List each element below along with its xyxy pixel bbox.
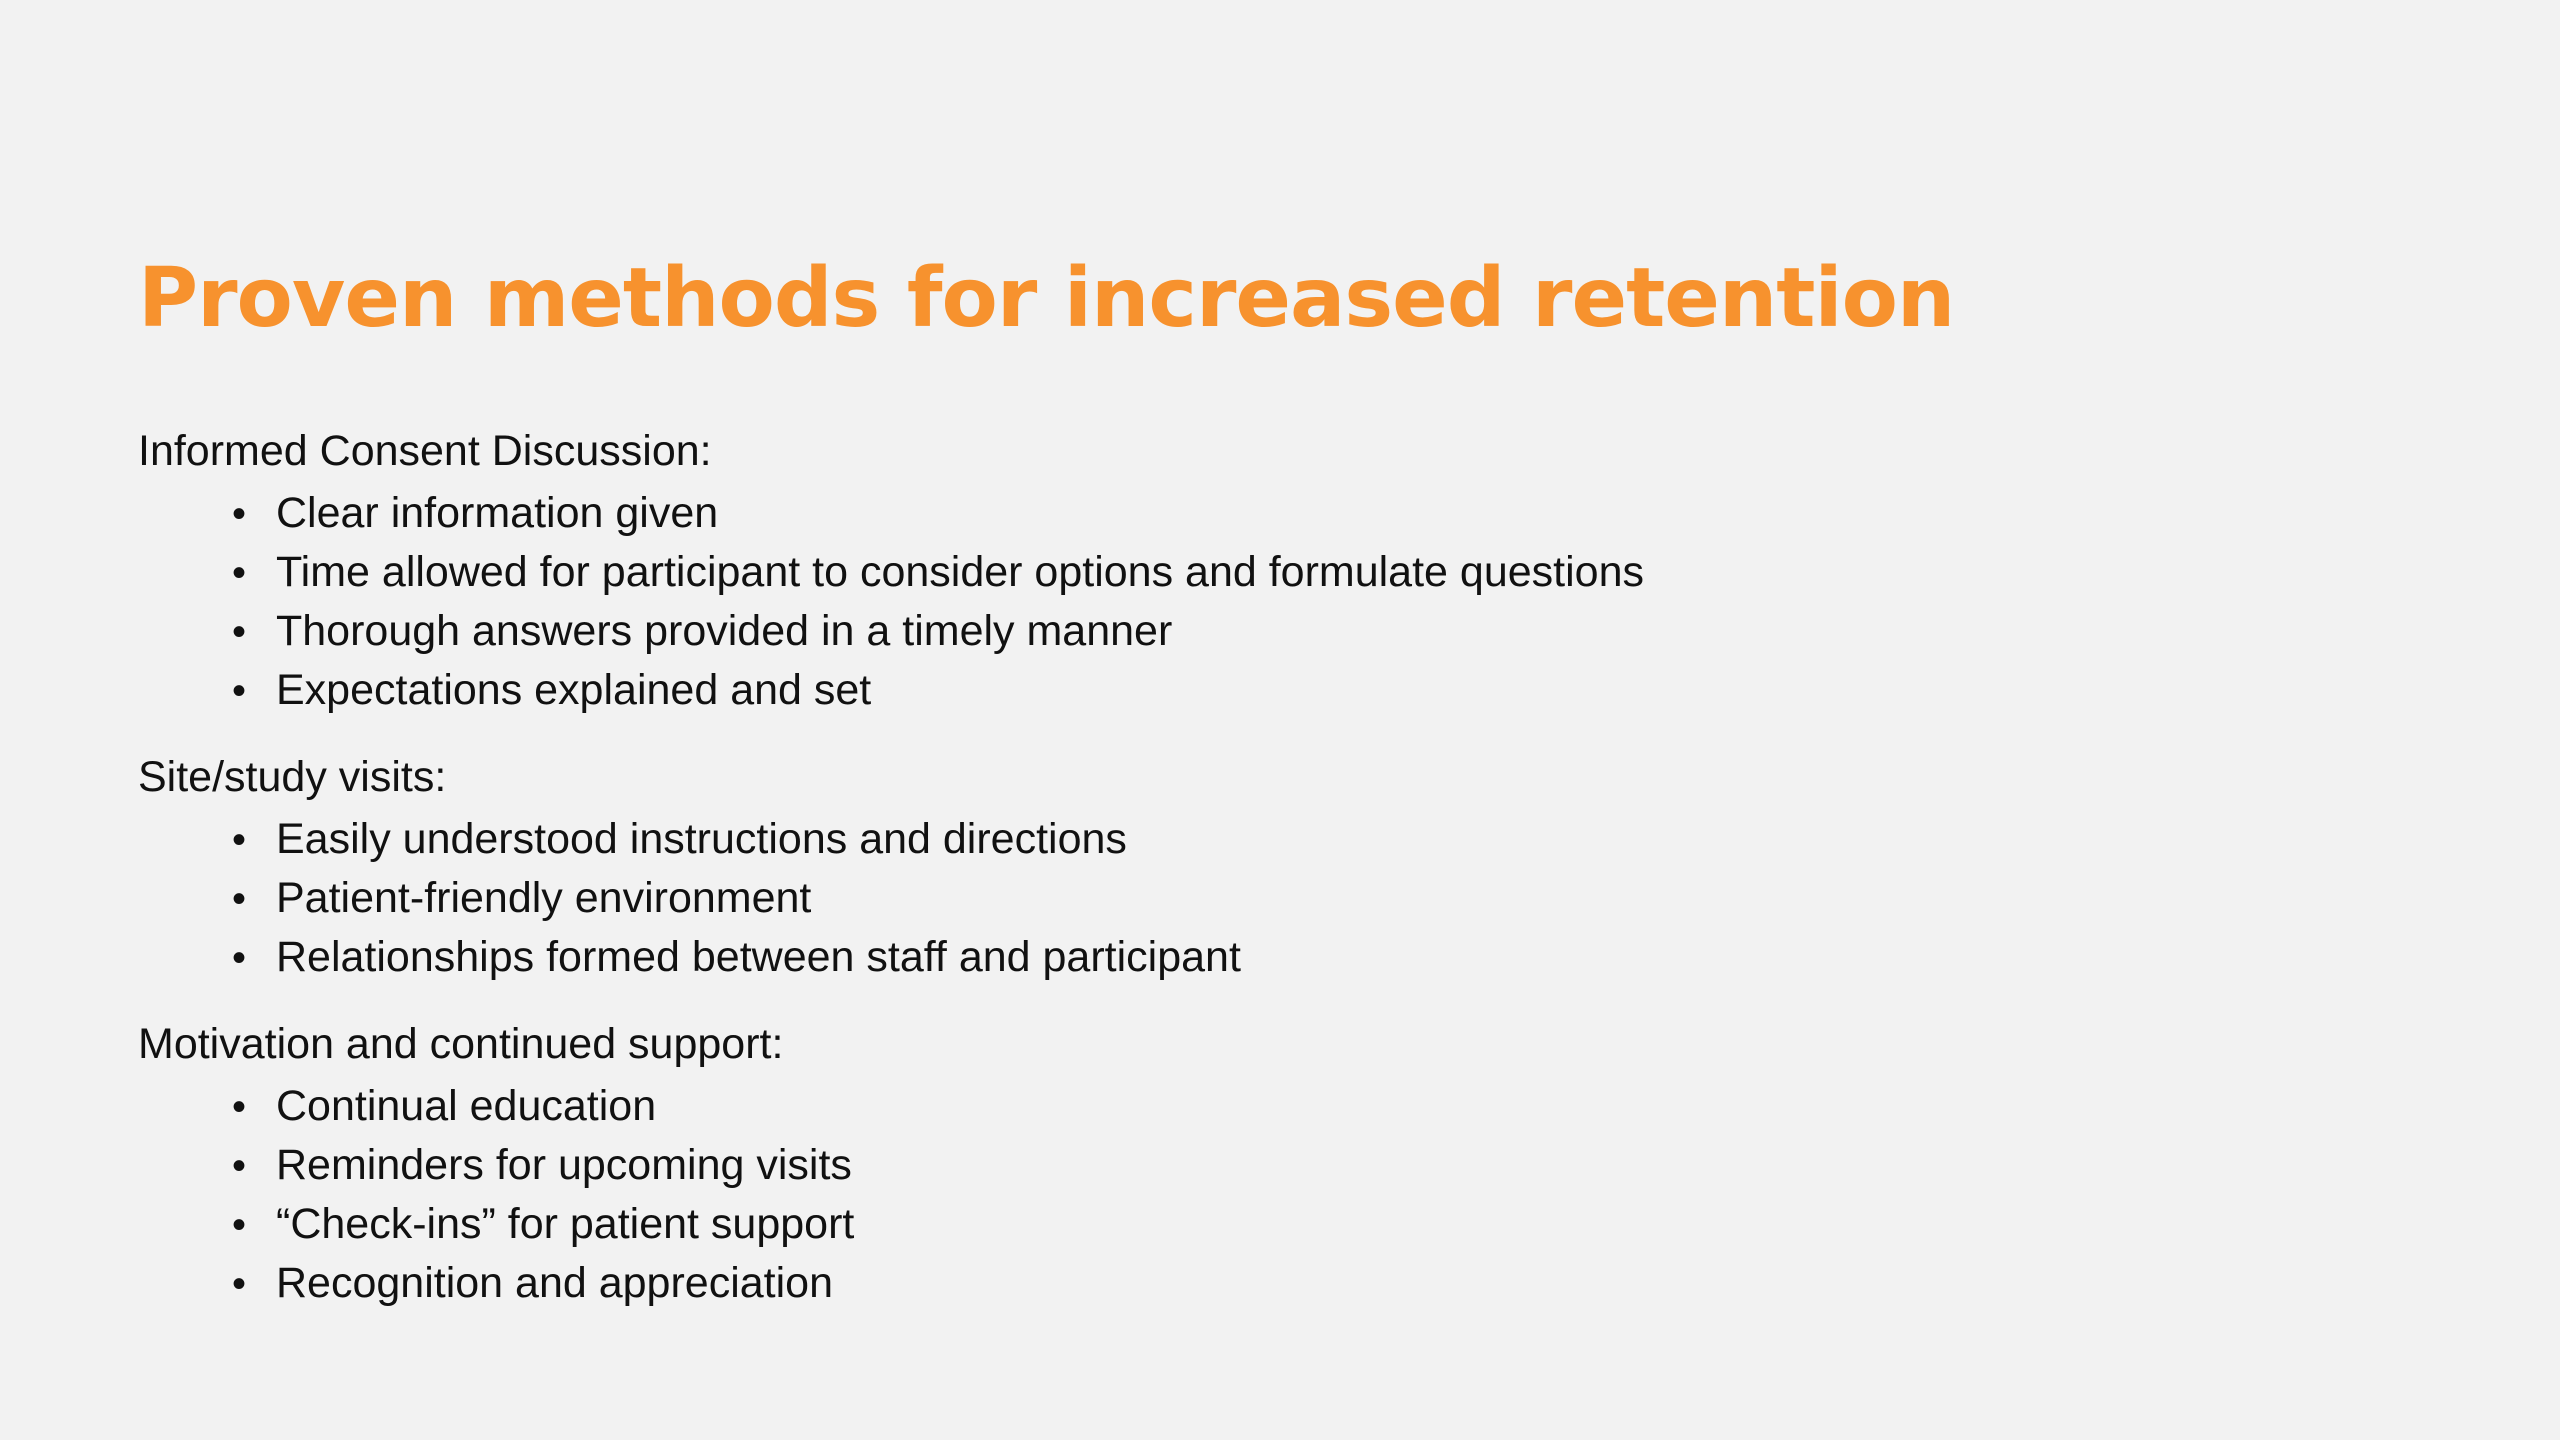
list-item-text: Reminders for upcoming visits <box>276 1141 852 1189</box>
list-item-text: Expectations explained and set <box>276 666 872 714</box>
list-item-text: “Check-ins” for patient support <box>276 1200 855 1248</box>
section-site-study-visits <box>138 744 2438 987</box>
list-item <box>232 1077 2438 1136</box>
bullet-icon: • <box>232 492 247 536</box>
list-item <box>232 1195 2438 1254</box>
list-item <box>232 484 2438 543</box>
list-item <box>232 602 2438 661</box>
section-heading: Informed Consent Discussion: <box>138 427 712 475</box>
bullet-list <box>138 1077 2438 1313</box>
bullet-list <box>138 484 2438 720</box>
bullet-icon: • <box>232 1203 247 1247</box>
bullet-icon: • <box>232 1262 247 1306</box>
list-item-text: Patient-friendly environment <box>276 874 812 922</box>
list-item-text: Easily understood instructions and directions <box>276 815 1127 863</box>
section-heading: Motivation and continued support: <box>138 1020 784 1068</box>
section-informed-consent <box>138 418 2438 720</box>
bullet-list <box>138 810 2438 987</box>
bullet-icon: • <box>232 818 247 862</box>
list-item <box>232 1136 2438 1195</box>
bullet-icon: • <box>232 1085 247 1129</box>
list-item-text: Clear information given <box>276 489 719 537</box>
list-item-text: Time allowed for participant to consider options and formulate questions <box>276 548 1644 596</box>
list-item-text: Continual education <box>276 1082 657 1130</box>
list-item <box>232 1254 2438 1313</box>
slide-title: Proven methods for increased retention <box>138 251 1955 346</box>
list-item <box>232 543 2438 602</box>
list-item-text: Thorough answers provided in a timely manner <box>276 607 1173 655</box>
slide-content <box>138 418 2438 1313</box>
list-item <box>232 810 2438 869</box>
bullet-icon: • <box>232 936 247 980</box>
list-item-text: Recognition and appreciation <box>276 1259 834 1307</box>
bullet-icon: • <box>232 610 247 654</box>
section-heading: Site/study visits: <box>138 753 447 801</box>
list-item <box>232 928 2438 987</box>
bullet-icon: • <box>232 1144 247 1188</box>
bullet-icon: • <box>232 669 247 713</box>
list-item <box>232 661 2438 720</box>
bullet-icon: • <box>232 551 247 595</box>
bullet-icon: • <box>232 877 247 921</box>
list-item-text: Relationships formed between staff and participant <box>276 933 1241 981</box>
section-motivation-support <box>138 1011 2438 1313</box>
list-item <box>232 869 2438 928</box>
